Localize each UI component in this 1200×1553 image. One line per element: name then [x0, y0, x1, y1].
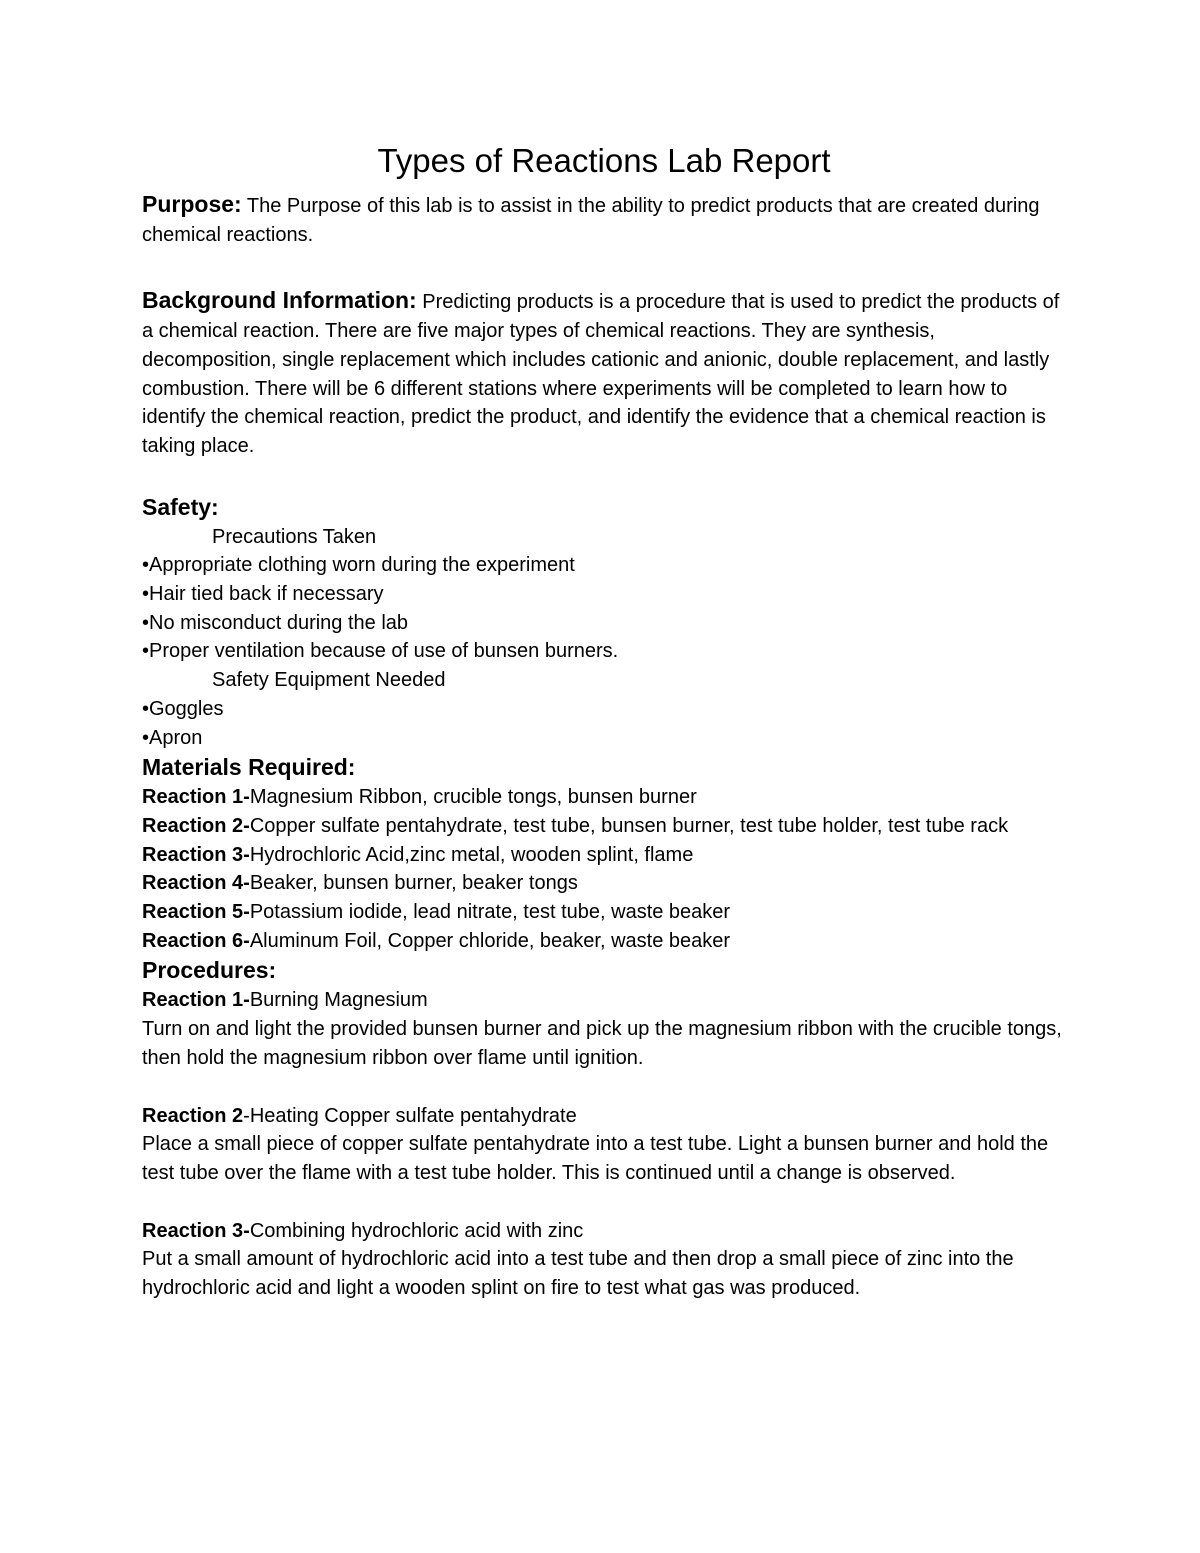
document-page: [142, 140, 1072, 1303]
precaution-item: •No misconduct during the lab: [142, 611, 409, 634]
procedure-name: Combining hydrochloric acid with zinc: [249, 1219, 584, 1242]
procedure-title: [142, 986, 1072, 1015]
material-item: [142, 898, 1072, 927]
precaution-item: •Appropriate clothing worn during the experiment: [142, 554, 575, 577]
procedure-title: [142, 1102, 1072, 1131]
background-paragraph: [142, 286, 1072, 460]
material-label: Reaction 1-: [142, 786, 250, 809]
material-item: [142, 927, 1072, 956]
material-label: Reaction 6-: [142, 929, 250, 952]
material-text: Beaker, bunsen burner, beaker tongs: [249, 872, 578, 895]
material-text: Aluminum Foil, Copper chloride, beaker, waste beaker: [249, 929, 731, 952]
equipment-heading: Safety Equipment Needed: [212, 669, 446, 692]
material-text: Hydrochloric Acid,zinc metal, wooden splint, flame: [249, 843, 694, 866]
precaution-item: •Proper ventilation because of use of bunsen burners.: [142, 640, 619, 663]
material-text: Potassium iodide, lead nitrate, test tube, waste beaker: [249, 901, 731, 924]
procedure-title: [142, 1217, 1072, 1246]
material-item: [142, 812, 1072, 841]
material-label: Reaction 2-: [142, 814, 250, 837]
procedure-text: Put a small amount of hydrochloric acid into a test tube and then drop a small piece of zinc into the hydrochloric acid and light a wooden splint on fire to test what gas was produced.: [142, 1248, 1014, 1300]
procedure-name: -Heating Copper sulfate pentahydrate: [243, 1104, 577, 1127]
precaution-item: •Hair tied back if necessary: [142, 583, 384, 606]
background-text: Predicting products is a procedure that is used to predict the products of a chemical reaction. There are five major types of chemical reactions. They are synthesis, decomposition, single replacement which includes cationic and anionic, double replacement, and lastly combustion. There will be 6 different stations where experiments will be completed to learn how to identify the chemical reaction, predict the product, and identify the evidence that a chemical reaction is taking place.: [142, 291, 1060, 457]
material-label: Reaction 5-: [142, 901, 250, 924]
procedure-label: Reaction 3-: [142, 1219, 250, 1242]
spacer: [142, 249, 1072, 286]
procedure-text: Place a small piece of copper sulfate pentahydrate into a test tube. Light a bunsen burner and hold the test tube over the flame with a test tube holder. This is continued until a change is observed.: [142, 1133, 1049, 1184]
spacer: [142, 1073, 1072, 1102]
materials-heading: Materials Required:: [142, 754, 356, 781]
procedures-heading: Procedures:: [142, 957, 277, 984]
material-item: [142, 869, 1072, 898]
procedure-label: Reaction 1-: [142, 989, 250, 1012]
procedure-text: Turn on and light the provided bunsen burner and pick up the magnesium ribbon with the crucible tongs, then hold the magnesium ribbon over flame until ignition.: [142, 1018, 1062, 1069]
purpose-paragraph: [142, 190, 1072, 249]
precautions-heading: Precautions Taken: [212, 525, 377, 548]
equipment-item: •Goggles: [142, 697, 224, 720]
spacer: [142, 1188, 1072, 1217]
background-label: Background Information:: [142, 287, 417, 314]
material-item: [142, 841, 1072, 870]
procedure-label: Reaction 2: [142, 1104, 244, 1127]
material-label: Reaction 4-: [142, 872, 250, 895]
material-text: Copper sulfate pentahydrate, test tube, bunsen burner, test tube holder, test tube rack: [249, 814, 1009, 837]
document-title: Types of Reactions Lab Report: [377, 142, 831, 179]
purpose-label: Purpose:: [142, 191, 242, 217]
material-label: Reaction 3-: [142, 843, 250, 866]
safety-heading: Safety:: [142, 493, 219, 520]
purpose-text: The Purpose of this lab is to assist in the ability to predict products that are created during chemical reactions.: [142, 195, 1040, 246]
procedure-name: Burning Magnesium: [249, 989, 428, 1012]
material-text: Magnesium Ribbon, crucible tongs, bunsen burner: [249, 786, 697, 809]
spacer: [142, 461, 1072, 492]
material-item: [142, 783, 1072, 812]
equipment-item: •Apron: [142, 726, 203, 749]
